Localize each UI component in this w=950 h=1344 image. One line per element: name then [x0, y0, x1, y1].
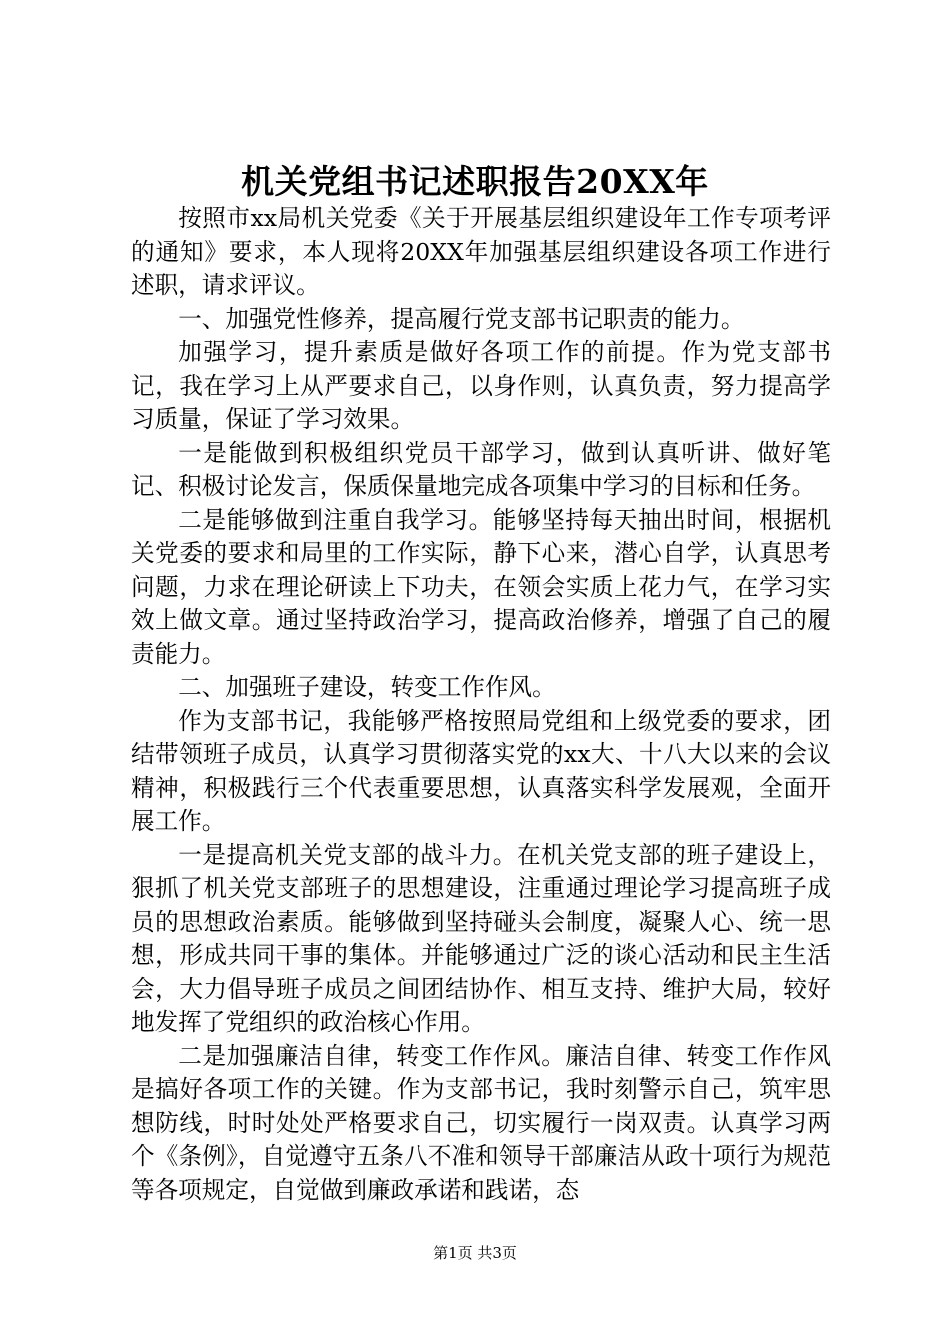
paragraph-team: 作为支部书记，我能够严格按照局党组和上级党委的要求，团结带领班子成员，认真学习贯彻落实党的xx大、十八大以来的会议精神，积极践行三个代表重要思想，认真落实科学发展观，全面开展工作。 [131, 706, 831, 835]
section-heading-2: 二、加强班子建设，转变工作作风。 [178, 673, 556, 701]
paragraph-team-point-2: 二是加强廉洁自律，转变工作作风。廉洁自律、转变工作作风是搞好各项工作的关键。作为支部书记，我时刻警示自己，筑牢思想防线，时时处处严格要求自己，切实履行一岗双责。认真学习两个《条例》，自觉遵守五条八不准和领导干部廉洁从政十项行为规范等各项规定，自觉做到廉政承诺和践诺，态 [131, 1041, 831, 1204]
paragraph-intro: 按照市xx局机关党委《关于开展基层组织建设年工作专项考评的通知》要求，本人现将20XX年加强基层组织建设各项工作进行述职，请求评议。 [131, 204, 831, 299]
section-heading-1: 一、加强党性修养，提高履行党支部书记职责的能力。 [178, 304, 745, 333]
page-footer: 第1页 共3页 [433, 1244, 517, 1262]
paragraph-team-point-1: 一是提高机关党支部的战斗力。在机关党支部的班子建设上，狠抓了机关党支部班子的思想建设，注重通过理论学习提高班子成员的思想政治素质。能够做到坚持碰头会制度，凝聚人心、统一思想，形成共同干事的集体。并能够通过广泛的谈心活动和民主生活会，大力倡导班子成员之间团结协作、相互支持、维护大局，较好地发挥了党组织的政治核心作用。 [131, 840, 831, 1036]
paragraph-study-point-1: 一是能做到积极组织党员干部学习，做到认真听讲、做好笔记、积极讨论发言，保质保量地完成各项集中学习的目标和任务。 [131, 438, 831, 500]
paragraph-study: 加强学习，提升素质是做好各项工作的前提。作为党支部书记，我在学习上从严要求自己，以身作则，认真负责，努力提高学习质量，保证了学习效果。 [131, 338, 831, 433]
paragraph-study-point-2: 二是能够做到注重自我学习。能够坚持每天抽出时间，根据机关党委的要求和局里的工作实际，静下心来，潜心自学，认真思考问题，力求在理论研读上下功夫，在领会实质上花力气，在学习实效上做文章。通过坚持政治学习，提高政治修养，增强了自己的履责能力。 [131, 505, 831, 668]
document-title: 机关党组书记述职报告20XX年 [241, 162, 709, 201]
document-body [131, 202, 831, 1207]
